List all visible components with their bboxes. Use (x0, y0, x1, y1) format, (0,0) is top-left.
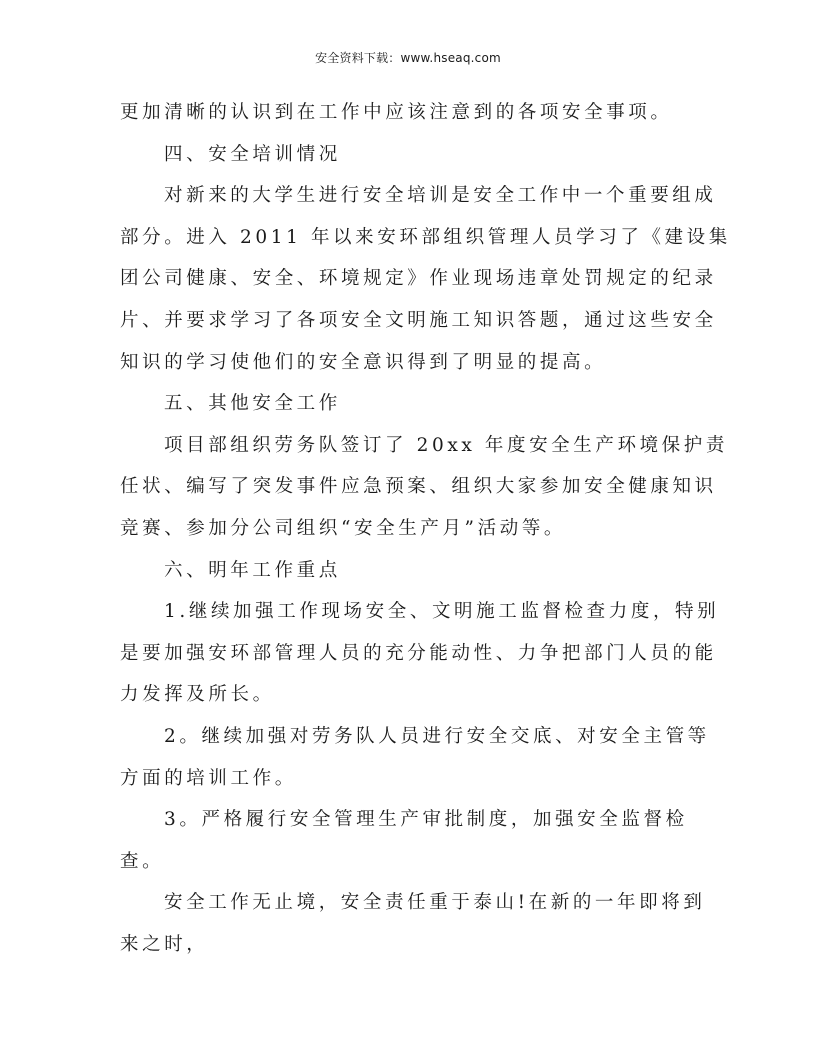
text-line: 对新来的大学生进行安全培训是安全工作中一个重要组成 (164, 185, 717, 207)
page-header: 安全资料下载：www.hseaq.com (315, 51, 501, 65)
text-line: 方面的培训工作。 (120, 767, 297, 789)
text-line: 3。严格履行安全管理生产审批制度，加强安全监督检 (164, 809, 688, 831)
section-heading: 五、其他安全工作 (164, 393, 341, 415)
text-line: 片、并要求学习了各项安全文明施工知识答题，通过这些安全 (120, 309, 717, 331)
text-line: 任状、编写了突发事件应急预案、组织大家参加安全健康知识 (120, 476, 717, 498)
text-line: 力发挥及所长。 (120, 684, 275, 706)
text-line: 1.继续加强工作现场安全、文明施工监督检查力度，特别 (164, 601, 720, 623)
section-heading: 四、安全培训情况 (164, 143, 341, 165)
section-heading: 六、明年工作重点 (164, 559, 341, 581)
text-line: 竞赛、参加分公司组织“安全生产月”活动等。 (120, 517, 567, 539)
text-line: 团公司健康、安全、环境规定》作业现场违章处罚规定的纪录 (120, 268, 717, 290)
text-line: 部分。进入 2011 年以来安环部组织管理人员学习了《建设集 (120, 226, 731, 248)
text-line: 2。继续加强对劳务队人员进行安全交底、对安全主管等 (164, 725, 710, 747)
text-line: 查。 (120, 850, 165, 872)
text-line: 更加清晰的认识到在工作中应该注意到的各项安全事项。 (120, 102, 673, 123)
text-line: 安全工作无止境，安全责任重于泰山!在新的一年即将到 (164, 892, 706, 914)
text-line: 知识的学习使他们的安全意识得到了明显的提高。 (120, 351, 607, 373)
text-line: 是要加强安环部管理人员的充分能动性、力争把部门人员的能 (120, 642, 717, 664)
text-line: 来之时， (120, 933, 209, 955)
document-body (120, 92, 731, 965)
text-line: 项目部组织劳务队签订了 20xx 年度安全生产环境保护责 (164, 434, 728, 456)
